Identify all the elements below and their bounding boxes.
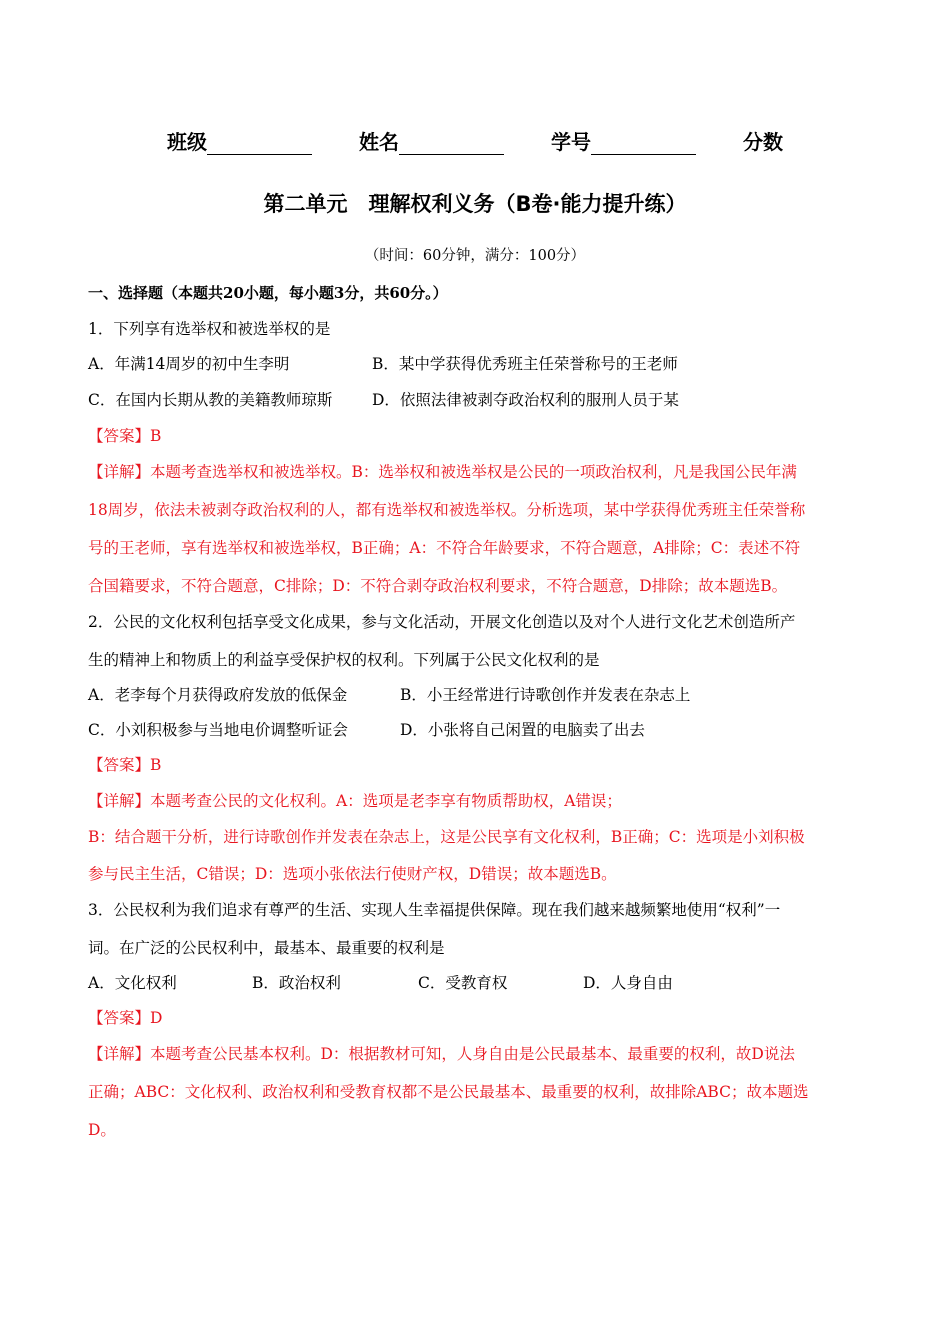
question-1-explanation-line: 18周岁，依法未被剥夺政治权利的人，都有选举权和被选举权。分析选项，某中学获得优秀班主任荣誉称 xyxy=(88,501,806,519)
question-3-stem: 3．公民权利为我们追求有尊严的生活、实现人生幸福提供保障。现在我们越来越频繁地使用“权利”一 xyxy=(88,901,781,919)
student-id-blank xyxy=(591,132,696,155)
question-1-explanation-line: 合国籍要求，不符合题意，C排除；D：不符合剥夺政治权利要求，不符合题意，D排除；故本题选B。 xyxy=(88,577,788,595)
question-1-option-a: A．年满14周岁的初中生李明 xyxy=(88,355,290,373)
question-3-option-c: C．受教育权 xyxy=(418,974,508,992)
question-3-stem: 词。在广泛的公民权利中，最基本、最重要的权利是 xyxy=(88,939,445,957)
question-1-explanation-line: 【详解】本题考查选举权和被选举权。B：选举权和被选举权是公民的一项政治权利，凡是我国公民年满 xyxy=(88,463,797,481)
question-2-explanation-line: 【详解】本题考查公民的文化权利。A：选项是老李享有物质帮助权，A错误； xyxy=(88,792,622,810)
class-blank xyxy=(207,132,312,155)
question-1-answer: 【答案】B xyxy=(88,427,162,445)
class-label: 班级 xyxy=(167,130,208,154)
question-3-explanation-line: 正确；ABC：文化权利、政治权利和受教育权都不是公民最基本、最重要的权利，故排除ABC；故本题选 xyxy=(88,1083,809,1101)
section-heading: 一、选择题（本题共20小题，每小题3分，共60分。） xyxy=(88,284,448,302)
question-2-option-a: A．老李每个月获得政府发放的低保金 xyxy=(88,686,348,704)
question-1-option-d: D．依照法律被剥夺政治权利的服刑人员于某 xyxy=(372,391,679,409)
score-field xyxy=(743,126,783,155)
question-2-option-c: C．小刘积极参与当地电价调整听证会 xyxy=(88,721,348,739)
name-field xyxy=(359,126,504,155)
student-info-header xyxy=(0,126,950,155)
question-1-stem: 1．下列享有选举权和被选举权的是 xyxy=(88,320,331,338)
question-2-stem: 2．公民的文化权利包括享受文化成果，参与文化活动，开展文化创造以及对个人进行文化艺术创造所产 xyxy=(88,613,796,631)
name-label: 姓名 xyxy=(359,130,400,154)
question-3-option-b: B．政治权利 xyxy=(252,974,341,992)
question-2-explanation-line: B：结合题干分析，进行诗歌创作并发表在杂志上，这是公民享有文化权利，B正确；C：选项是小刘积极 xyxy=(88,828,805,846)
question-2-explanation-line: 参与民主生活，C错误；D：选项小张依法行使财产权，D错误；故本题选B。 xyxy=(88,865,617,883)
exam-info: （时间：60分钟，满分：100分） xyxy=(364,248,586,264)
question-3-explanation-line: D。 xyxy=(88,1121,116,1139)
question-1-option-b: B．某中学获得优秀班主任荣誉称号的王老师 xyxy=(372,355,678,373)
question-3-option-d: D．人身自由 xyxy=(583,974,673,992)
question-2-option-d: D．小张将自己闲置的电脑卖了出去 xyxy=(400,721,645,739)
question-1-option-c: C．在国内长期从教的美籍教师琼斯 xyxy=(88,391,333,409)
question-2-option-b: B．小王经常进行诗歌创作并发表在杂志上 xyxy=(400,686,691,704)
score-label: 分数 xyxy=(742,130,783,154)
name-blank xyxy=(399,132,504,155)
question-2-stem: 生的精神上和物质上的利益享受保护权的权利。下列属于公民文化权利的是 xyxy=(88,651,600,669)
page-title: 第二单元 理解权利义务（B卷·能力提升练） xyxy=(263,192,687,216)
question-2-answer: 【答案】B xyxy=(88,756,162,774)
class-field xyxy=(167,126,312,155)
student-id-label: 学号 xyxy=(550,130,591,154)
question-3-option-a: A．文化权利 xyxy=(88,974,177,992)
question-1-explanation-line: 号的王老师，享有选举权和被选举权，B正确；A：不符合年龄要求，不符合题意，A排除；C：表述不符 xyxy=(88,539,801,557)
question-3-answer: 【答案】D xyxy=(88,1009,163,1027)
question-3-explanation-line: 【详解】本题考查公民基本权利。D：根据教材可知，人身自由是公民最基本、最重要的权利，故D说法 xyxy=(88,1045,795,1063)
student-id-field xyxy=(551,126,696,155)
